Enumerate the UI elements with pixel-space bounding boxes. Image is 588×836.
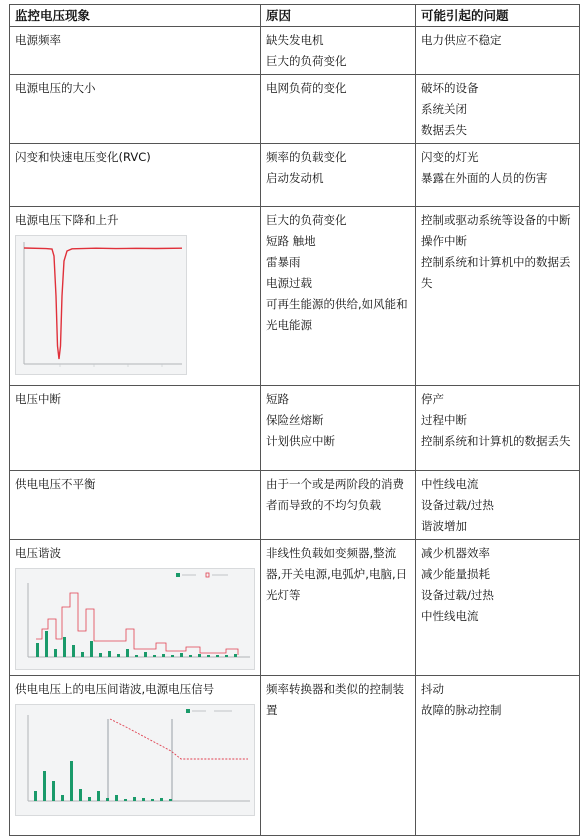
spectrum-bar <box>126 649 129 657</box>
cause-cell: 非线性负载如变频器,整流器,开关电源,电弧炉,电脑,日光灯等 <box>261 540 416 676</box>
table-row <box>10 676 580 836</box>
spectrum-bar <box>207 655 210 657</box>
spectrum-bar <box>108 651 111 657</box>
problem-cell: 停产 过程中断 控制系统和计算机的数据丢失 <box>416 386 580 471</box>
cause-cell: 巨大的负荷变化 短路 触地 雷暴雨 电源过载 可再生能源的供给,如风能和光电能源 <box>261 207 416 386</box>
header-row <box>10 5 580 27</box>
phenomenon-cell: 供电电压不平衡 <box>10 471 261 540</box>
spectrum-bar <box>63 637 66 657</box>
cause-cell: 频率的负载变化 启动发动机 <box>261 144 416 207</box>
spectrum-bar <box>70 761 73 801</box>
dip-waveform-svg <box>16 236 186 374</box>
problem-cell: 抖动 故障的脉动控制 <box>416 676 580 836</box>
spectrum-bar <box>36 643 39 657</box>
spectrum-bar <box>115 795 118 801</box>
spectrum-bar <box>52 781 55 801</box>
spectrum-bar <box>79 789 82 801</box>
problem-cell: 闪变的灯光 暴露在外面的人员的伤害 <box>416 144 580 207</box>
header-cause: 原因 <box>261 5 416 27</box>
spectrum-bar <box>45 631 48 657</box>
table-row <box>10 207 580 386</box>
spectrum-bar <box>160 798 163 801</box>
legend-swatch-bars <box>186 709 190 713</box>
problem-cell: 电力供应不稳定 <box>416 27 580 75</box>
spectrum-bar <box>97 791 100 801</box>
phenomenon-cell: 电压中断 <box>10 386 261 471</box>
table-row <box>10 471 580 540</box>
spectrum-bar <box>72 645 75 657</box>
harmonics-spectrum-svg <box>16 569 254 669</box>
header-phenomenon: 监控电压现象 <box>10 5 261 27</box>
spectrum-bar <box>43 771 46 801</box>
spectrum-bar <box>99 653 102 657</box>
spectrum-bar <box>90 641 93 657</box>
spectrum-bar <box>162 654 165 657</box>
spectrum-bar <box>117 654 120 657</box>
spectrum-bar <box>171 655 174 657</box>
plot-background <box>16 236 186 374</box>
cause-cell: 由于一个或是两阶段的消费者而导致的不均匀负载 <box>261 471 416 540</box>
spectrum-bar <box>169 799 172 801</box>
problem-cell: 控制或驱动系统等设备的中断 操作中断 控制系统和计算机中的数据丢失 <box>416 207 580 386</box>
legend-swatch-bars <box>176 573 180 577</box>
problem-cell: 中性线电流 设备过载/过热 谐波增加 <box>416 471 580 540</box>
spectrum-bar <box>153 655 156 657</box>
table-row <box>10 75 580 144</box>
phenomenon-cell: 电源电压的大小 <box>10 75 261 144</box>
header-problem: 可能引起的问题 <box>416 5 580 27</box>
phenomenon-cell: 供电电压上的电压间谐波,电源电压信号 <box>10 676 261 836</box>
voltage-dip-waveform-image <box>15 235 187 375</box>
spectrum-bar <box>34 791 37 801</box>
interharmonics-spectrum-image <box>15 704 255 816</box>
phenomenon-cell: 电压谐波 <box>10 540 261 676</box>
spectrum-bar <box>124 799 127 801</box>
phenomenon-cell: 电源频率 <box>10 27 261 75</box>
spectrum-bar <box>216 655 219 657</box>
phenomenon-cell: 电源电压下降和上升 <box>10 207 261 386</box>
spectrum-bar <box>135 655 138 657</box>
table-row <box>10 386 580 471</box>
voltage-phenomena-table <box>9 4 580 836</box>
spectrum-bar <box>144 652 147 657</box>
spectrum-bar <box>81 652 84 657</box>
spectrum-bar <box>225 655 228 657</box>
cause-cell: 缺失发电机 巨大的负荷变化 <box>261 27 416 75</box>
interharmonics-spectrum-svg <box>16 705 254 815</box>
phenomenon-cell: 闪变和快速电压变化(RVC) <box>10 144 261 207</box>
spectrum-bar <box>54 649 57 657</box>
spectrum-bar <box>61 795 64 801</box>
table-row <box>10 144 580 207</box>
problem-cell: 破坏的设备 系统关闭 数据丢失 <box>416 75 580 144</box>
spectrum-bar <box>106 798 109 801</box>
table-row <box>10 27 580 75</box>
spectrum-bar <box>88 797 91 801</box>
spectrum-bar <box>234 654 237 657</box>
spectrum-bar <box>180 653 183 657</box>
spectrum-bar <box>133 797 136 801</box>
cause-cell: 频率转换器和类似的控制装置 <box>261 676 416 836</box>
spectrum-bar <box>198 654 201 657</box>
spectrum-bar <box>151 799 154 801</box>
table-row <box>10 540 580 676</box>
voltage-harmonics-spectrum-image <box>15 568 255 670</box>
spectrum-bar <box>142 798 145 801</box>
cause-cell: 电网负荷的变化 <box>261 75 416 144</box>
spectrum-bar <box>189 655 192 657</box>
cause-cell: 短路 保险丝熔断 计划供应中断 <box>261 386 416 471</box>
problem-cell: 减少机器效率 减少能量损耗 设备过载/过热 中性线电流 <box>416 540 580 676</box>
